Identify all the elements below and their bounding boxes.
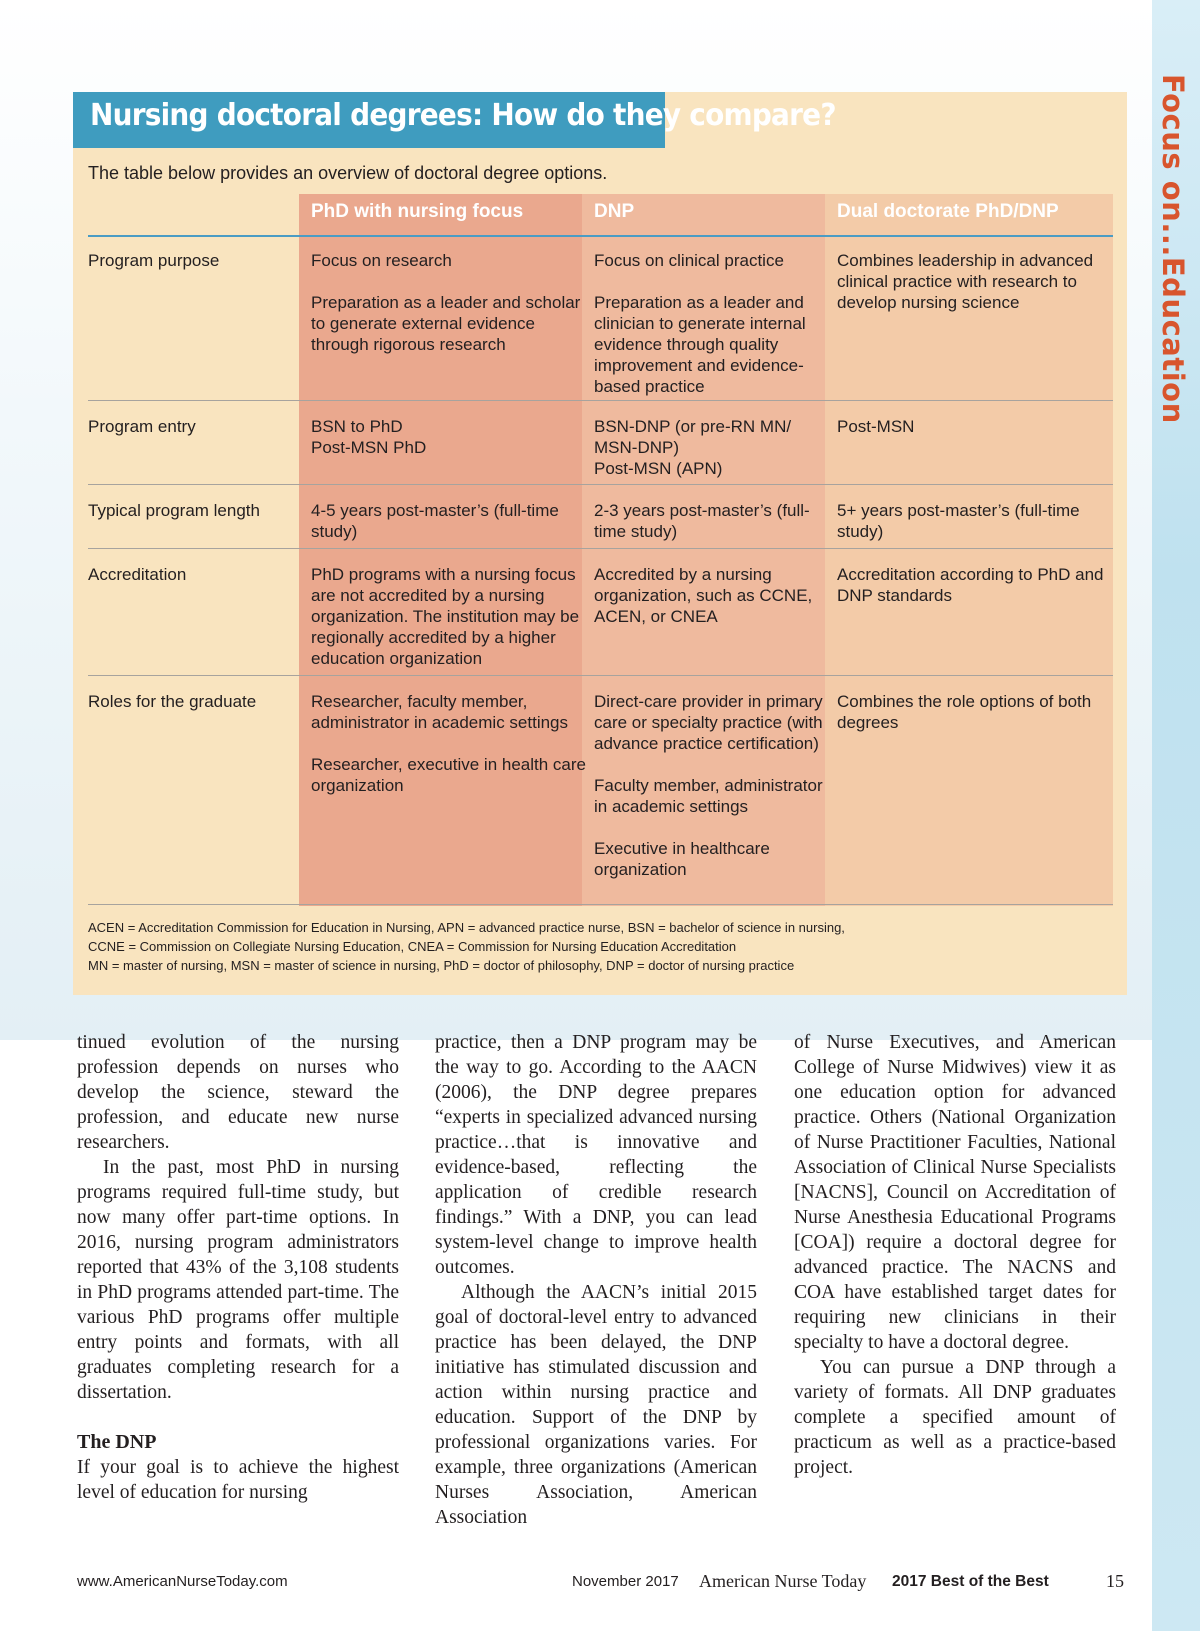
cell-paragraph: Preparation as a leader and scholar to generate external evidence through rigorous research	[311, 293, 581, 354]
cell-paragraph: Researcher, faculty member, administrator in academic settings	[311, 692, 569, 732]
body-column-3	[794, 1030, 1116, 1480]
row-label-text: Accreditation	[88, 565, 187, 584]
body-paragraph: In the past, most PhD in nursing programs required full-time study, but now many offer part-time options. In 2016, nursing program administrators reported that 43% of the 3,108 students in PhD programs attended part-time. The various PhD programs offer multiple entry points and formats, with all graduates completing research for a dissertation.	[77, 1157, 399, 1403]
row-label	[88, 691, 288, 712]
row-divider	[88, 484, 1113, 485]
section-label: Focus on...Education	[1156, 74, 1190, 424]
cell-paragraph: PhD programs with a nursing focus are not accredited by a nursing organization. The institution may be regionally accredited by a higher education organization	[311, 565, 580, 668]
column-header-dual: Dual doctorate PhD/DNP	[837, 201, 1059, 222]
body-column-2	[435, 1030, 757, 1530]
cell-paragraph: Combines leadership in advanced clinical practice with research to develop nursing science	[837, 251, 1094, 312]
table-cell	[837, 500, 1109, 542]
row-label	[88, 416, 288, 437]
table-cell	[837, 691, 1109, 733]
cell-paragraph: 4-5 years post-master’s (full-time study)	[311, 501, 559, 541]
table-cell	[594, 564, 826, 627]
column-header-phd: PhD with nursing focus	[311, 201, 524, 222]
header-divider	[88, 235, 1113, 237]
footer-magazine: American Nurse Today	[699, 1571, 867, 1591]
column-header-dnp: DNP	[594, 201, 635, 222]
body-paragraph: of Nurse Executives, and American College of Nurse Midwives) view it as one education option for advanced practice. Others (National Organization of Nurse Practitioner Faculties, National Association of Clinical Nurse Specialists [NACNS], Council on Accreditation of Nurse Anesthesia Educational Programs [COA]) require a doctoral degree for advanced practice. The NACNS and COA have established target dates for requiring new clinicians in their specialty to have a doctoral degree.	[794, 1032, 1116, 1353]
abbreviation-line: MN = master of nursing, MSN = master of science in nursing, PhD = doctor of philosophy, DNP = doctor of nursing practice	[88, 958, 795, 973]
cell-paragraph: 2-3 years post-master’s (full-time study)	[594, 501, 810, 541]
table-cell	[837, 564, 1109, 606]
body-paragraph: practice, then a DNP program may be the way to go. According to the AACN (2006), the DNP degree prepares “experts in specialized advanced nursing practice…that is innovative and evidence-based, reflecting the application of credible research findings.” With a DNP, you can lead system-level change to improve health outcomes.	[435, 1032, 757, 1278]
page-number: 15	[1106, 1571, 1124, 1591]
body-paragraph: tinued evolution of the nursing profession depends on nurses who develop the science, steward the profession, and educate new nurse researchers.	[77, 1032, 399, 1153]
table-cell	[594, 250, 826, 397]
table-cell	[837, 250, 1109, 313]
row-divider	[88, 675, 1113, 676]
cell-paragraph: 5+ years post-master’s (full-time study)	[837, 501, 1080, 541]
cell-paragraph: Combines the role options of both degrees	[837, 692, 1092, 732]
abbreviation-key	[88, 918, 845, 975]
body-paragraph: You can pursue a DNP through a variety of formats. All DNP graduates complete a specified amount of practicum as well as a practice-based project.	[794, 1357, 1116, 1478]
row-label	[88, 250, 288, 271]
cell-paragraph: Preparation as a leader and clinician to generate internal evidence through quality improvement and evidence-based practice	[594, 293, 806, 396]
cell-paragraph: Accreditation according to PhD and DNP standards	[837, 565, 1104, 605]
body-paragraph: If your goal is to achieve the highest level of education for nursing	[77, 1457, 399, 1503]
section-heading: The DNP	[77, 1431, 157, 1453]
row-divider	[88, 548, 1113, 549]
table-cell	[311, 500, 586, 542]
body-column-1	[77, 1030, 399, 1505]
cell-paragraph: BSN-DNP (or pre-RN MN/ MSN-DNP) Post-MSN (APN)	[594, 417, 792, 478]
cell-paragraph: Accredited by a nursing organization, such as CCNE, ACEN, or CNEA	[594, 565, 813, 626]
table-cell	[594, 500, 826, 542]
table-cell	[594, 691, 826, 880]
cell-paragraph: Faculty member, administrator in academic settings	[594, 776, 823, 816]
row-label	[88, 500, 288, 521]
row-label-text: Program entry	[88, 417, 196, 436]
row-label	[88, 564, 288, 585]
table-cell	[311, 250, 586, 355]
table-cell	[837, 416, 1109, 437]
sidebar-title: Nursing doctoral degrees: How do they compare?	[90, 98, 836, 133]
abbreviation-line: CCNE = Commission on Collegiate Nursing Education, CNEA = Commission for Nursing Education Accreditation	[88, 939, 737, 954]
cell-paragraph: Direct-care provider in primary care or specialty practice (with advance practice certification)	[594, 692, 823, 753]
cell-paragraph: Post-MSN	[837, 417, 915, 436]
sidebar-intro: The table below provides an overview of doctoral degree options.	[88, 163, 608, 183]
cell-paragraph: Focus on research	[311, 251, 452, 270]
row-label-text: Roles for the graduate	[88, 692, 257, 711]
row-divider	[88, 904, 1113, 905]
body-paragraph: Although the AACN’s initial 2015 goal of doctoral-level entry to advanced practice has been delayed, the DNP initiative has stimulated discussion and action within nursing practice and education. Support of the DNP by professional organizations varies. For example, three organizations (American Nurses Association, American Association	[435, 1282, 757, 1528]
table-cell	[311, 564, 586, 669]
cell-paragraph: BSN to PhD Post-MSN PhD	[311, 417, 427, 457]
table-cell	[594, 416, 826, 479]
row-divider	[88, 400, 1113, 401]
footer-issue: 2017 Best of the Best	[892, 1573, 1049, 1590]
footer-url: www.AmericanNurseToday.com	[77, 1573, 288, 1590]
cell-paragraph: Executive in healthcare organization	[594, 839, 770, 879]
cell-paragraph: Focus on clinical practice	[594, 251, 784, 270]
table-cell	[311, 416, 586, 458]
table-cell	[311, 691, 586, 796]
row-label-text: Typical program length	[88, 501, 260, 520]
footer-date: November 2017	[572, 1573, 679, 1590]
row-label-text: Program purpose	[88, 251, 220, 270]
cell-paragraph: Researcher, executive in health care organization	[311, 755, 586, 795]
abbreviation-line: ACEN = Accreditation Commission for Education in Nursing, APN = advanced practice nurse, BSN = bachelor of science in nursing,	[88, 920, 845, 935]
